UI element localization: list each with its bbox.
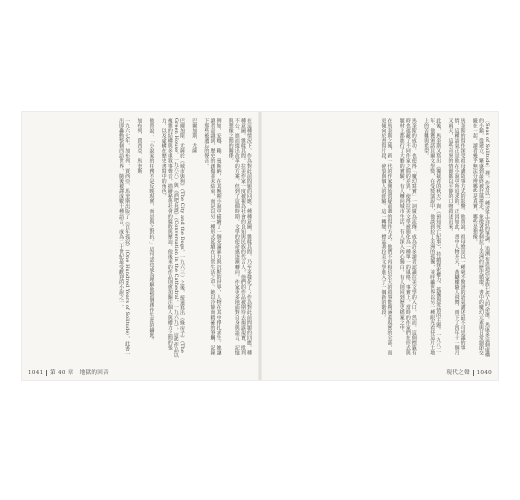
right-page-running-head: 現代之聲 [446,370,470,376]
folio-divider [473,370,474,376]
left-page-folio [28,368,109,376]
open-book-spread [22,112,498,380]
left-page [22,112,260,380]
left-page-number: 1041 [28,370,44,376]
left-page-body-text: 在這種情況下，作為對此前問題的回應，種種意圖，雜糅其間，乃至多樣化了；作為對此前問題的回應，種種意圖，雜糅其間。拉美作家一度被視為社會的良知與民族的代言人，他們的作品被期待去揭露現實、批判不公，進而提出改革的方案。但到了這個時期，文學的使命感逐漸轉向，作家更多地面對自身與語言、記憶與想像之間的關係。 例如，安娜．賴．曼斯納，在其晚期小說中描繪了一個充滿暴力與沉默的世界，人物在其中掙扎求生。她讓讀者意識到，歷史的創傷並未結束，而是以另一種形式延續在日常生活之中。她以冷靜而精確的筆觸，記錄下那些被遺忘的聲音。 巴爾加斯．尤薩 巴爾加斯．尤薩於《城市與狗》（The City and the Dogs，一九六三）之後，接連寫出《綠房子》（The Green House，一九六六）與《酒吧長談》（Conversation in the Cathedral，一九六九）。這些作品以複雜的結構與多重敘事聲音，描繪秘魯社會的腐敗與壓迫。他後來的作品則愈加關注個人與權力之間的張力，以及虛構在歷史書寫中的角色。 他曾說：「小說家的任務不是反映現實，而是與之對抗。」這句話也成為理解他整個創作生涯的鑰匙。 加布列．賈西亞．馬奎斯 一九六七年，加布列．賈西亞．馬奎斯出版了《百年孤寂》（One Hundred Years of Solitude），此書一出即轟動整個西語世界，隨後被譯成數十種語言，成為二十世紀最受歡迎的小說之一。 [118,118,252,358]
right-page-number: 1040 [476,370,492,376]
right-page-folio [446,368,492,376]
right-page [260,112,498,380]
right-page-body-text: 〔Seas of Solitude〕裡，作者以一種近乎史詩的筆調，追溯布恩迪亞家族七代人的命運。馬康多這個虛構的小鎮，從建立、繁盛到最終被狂風捲走，象徵著整個拉丁美洲的歷史循環。書中的魔幻元素與日常細節交織在一起，讀者幾乎無法分辨哪些是真實，哪些是想像。 馬奎斯的寫作深受祖母講故事方式的影響。他曾說，祖母總是以一種毫不驚訝的語氣講述最不可思議的事情，這種語氣正是他在小說中所追求的。正因如此，書中人物升天、黃蝴蝶隨人飛舞、雨下了四年十一個月又兩天，這些奇異的情節都以平靜的口吻敘述出來。 此後，馬奎斯又寫出《獨裁者的秋天》與《預知死亡紀事》，持續探索權力、孤獨與愛情的主題。一九八二年，他獲頒諾貝爾文學獎，在受獎演說中，他談到拉丁美洲的孤獨，並呼籲世界以另一種眼光看待這片土地上的苦難與希望。 馬奎斯的成功，也使得「魔幻寫實」一詞廣為流傳，成為許多讀者認識拉美文學的入口。然而，這個標籤有時也遮蔽了不同作家之間的差異，使得拉美文學被簡化為一種單一的風格。事實上，當時的作家們在形式與題材上都進行了大膽的實驗，有人轉向城市生活，有人深入內心獨白，有人則回到歷史檔案之中。 在馬奎斯之後，新一代的作家開始質疑前輩的寫作方式。他們不再相信宏大的敘事能夠涵蓋現實的全部，而更傾向於書寫片段、碎裂與個人的經驗。這一轉變，標誌著拉美文學進入了一個新的階段。 [380,118,490,358]
folio-divider [46,370,47,376]
left-page-running-head: 第 40 章 地獄的回音 [50,370,110,376]
